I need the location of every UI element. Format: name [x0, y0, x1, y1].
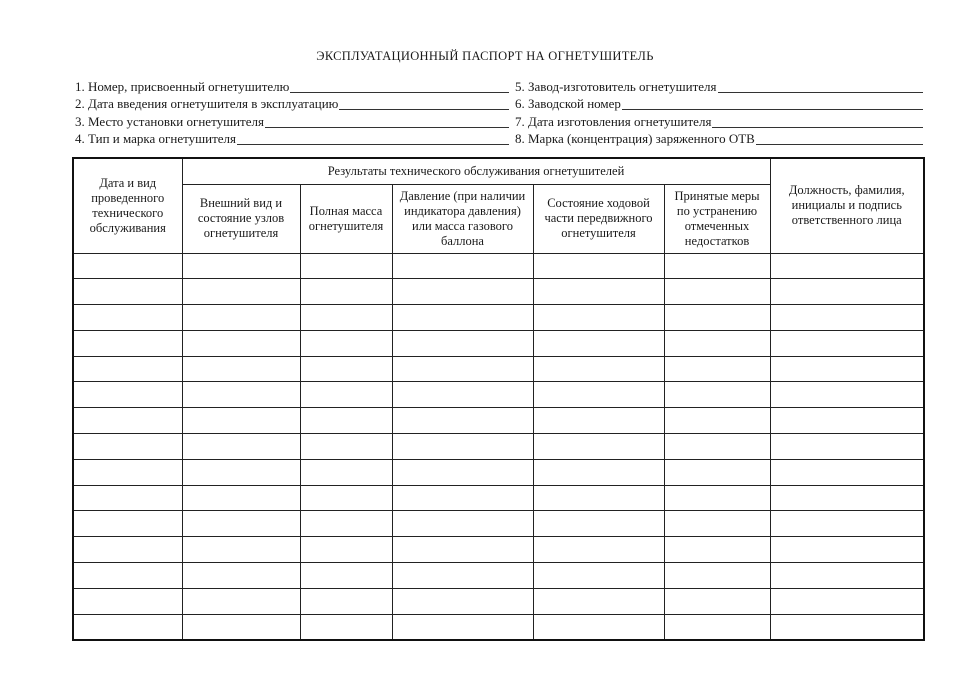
table-cell[interactable]	[73, 588, 182, 614]
table-cell[interactable]	[664, 588, 770, 614]
table-cell[interactable]	[73, 485, 182, 511]
table-cell[interactable]	[533, 382, 664, 408]
table-cell[interactable]	[664, 459, 770, 485]
table-cell[interactable]	[182, 305, 300, 331]
table-cell[interactable]	[182, 253, 300, 279]
fill-line[interactable]	[718, 92, 923, 93]
table-cell[interactable]	[392, 434, 533, 460]
table-row	[73, 614, 924, 640]
table-cell[interactable]	[73, 279, 182, 305]
table-cell[interactable]	[392, 537, 533, 563]
table-cell[interactable]	[392, 330, 533, 356]
table-cell[interactable]	[182, 563, 300, 589]
table-cell[interactable]	[770, 330, 924, 356]
table-cell[interactable]	[664, 382, 770, 408]
field-serial-number	[515, 96, 923, 112]
field-agent-grade	[515, 131, 923, 147]
field-label: 1. Номер, присвоенный огнетушителю	[75, 79, 290, 94]
table-cell[interactable]	[533, 330, 664, 356]
table-cell[interactable]	[533, 511, 664, 537]
table-cell[interactable]	[533, 537, 664, 563]
table-cell[interactable]	[392, 408, 533, 434]
field-label: 4. Тип и марка огнетушителя	[75, 131, 236, 146]
col-header-text: Полная масса огнетушителя	[308, 203, 384, 233]
field-type-model	[75, 131, 509, 147]
group-header-results: Результаты технического обслуживания огнетушителей	[182, 158, 770, 184]
col-header-measures	[664, 184, 770, 253]
table-cell[interactable]	[664, 485, 770, 511]
table-cell[interactable]	[770, 588, 924, 614]
table-cell[interactable]	[182, 485, 300, 511]
table-cell[interactable]	[770, 434, 924, 460]
fill-line[interactable]	[622, 109, 923, 110]
table-row	[73, 408, 924, 434]
table-cell[interactable]	[182, 537, 300, 563]
col-header-pressure	[392, 184, 533, 253]
table-cell[interactable]	[73, 330, 182, 356]
field-label: 6. Заводской номер	[515, 96, 621, 111]
table-row	[73, 511, 924, 537]
table-cell[interactable]	[182, 588, 300, 614]
table-cell[interactable]	[533, 588, 664, 614]
field-label: 5. Завод-изготовитель огнетушителя	[515, 79, 717, 94]
table-cell[interactable]	[73, 563, 182, 589]
table-cell[interactable]	[533, 279, 664, 305]
col-header-text: Состояние ходовой части передвижного огнетушителя	[544, 196, 653, 240]
col-header-person	[770, 158, 924, 253]
col-header-text: Дата и вид проведенного технического обслуживания	[89, 175, 166, 235]
col-header-text: Внешний вид и состояние узлов огнетушителя	[197, 196, 285, 240]
table-cell[interactable]	[182, 382, 300, 408]
table-cell[interactable]	[300, 459, 392, 485]
table-cell[interactable]	[300, 382, 392, 408]
table-cell[interactable]	[770, 511, 924, 537]
maintenance-table	[72, 157, 925, 641]
col-header-chassis	[533, 184, 664, 253]
col-header-date	[73, 158, 182, 253]
table-cell[interactable]	[664, 408, 770, 434]
table-row	[73, 459, 924, 485]
table-cell[interactable]	[73, 408, 182, 434]
table-cell[interactable]	[392, 511, 533, 537]
table-row	[73, 485, 924, 511]
field-install-location	[75, 114, 509, 130]
table-cell[interactable]	[300, 563, 392, 589]
table-cell[interactable]	[392, 305, 533, 331]
table-cell[interactable]	[182, 356, 300, 382]
field-manufacturer	[515, 79, 923, 95]
table-cell[interactable]	[300, 279, 392, 305]
fill-line[interactable]	[756, 144, 923, 145]
table-cell[interactable]	[664, 330, 770, 356]
table-cell[interactable]	[300, 588, 392, 614]
table-cell[interactable]	[73, 434, 182, 460]
table-cell[interactable]	[392, 356, 533, 382]
table-cell[interactable]	[664, 434, 770, 460]
table-cell[interactable]	[770, 459, 924, 485]
table-cell[interactable]	[300, 356, 392, 382]
table-cell[interactable]	[770, 537, 924, 563]
table-cell[interactable]	[770, 253, 924, 279]
table-cell[interactable]	[770, 485, 924, 511]
table-cell[interactable]	[73, 356, 182, 382]
col-header-appearance	[182, 184, 300, 253]
col-header-text: Давление (при наличии индикатора давления) или масса газового баллона	[399, 188, 526, 248]
table-row	[73, 537, 924, 563]
document-title: ЭКСПЛУАТАЦИОННЫЙ ПАСПОРТ НА ОГНЕТУШИТЕЛЬ	[316, 49, 654, 63]
table-row	[73, 279, 924, 305]
table-cell[interactable]	[664, 253, 770, 279]
table-cell[interactable]	[182, 614, 300, 640]
table-cell[interactable]	[73, 382, 182, 408]
table-cell[interactable]	[182, 459, 300, 485]
table-row	[73, 434, 924, 460]
field-label: 8. Марка (концентрация) заряженного ОТВ	[515, 131, 755, 146]
col-header-mass	[300, 184, 392, 253]
table-cell[interactable]	[664, 305, 770, 331]
table-cell[interactable]	[300, 305, 392, 331]
table-cell[interactable]	[664, 511, 770, 537]
table-cell[interactable]	[664, 614, 770, 640]
table-cell[interactable]	[182, 434, 300, 460]
table-cell[interactable]	[182, 279, 300, 305]
table-cell[interactable]	[73, 459, 182, 485]
table-cell[interactable]	[300, 330, 392, 356]
field-label: 7. Дата изготовления огнетушителя	[515, 114, 712, 129]
table-cell[interactable]	[300, 511, 392, 537]
table-cell[interactable]	[392, 279, 533, 305]
table-row	[73, 563, 924, 589]
table-cell[interactable]	[533, 563, 664, 589]
table-cell[interactable]	[533, 356, 664, 382]
table-cell[interactable]	[664, 356, 770, 382]
table-cell[interactable]	[300, 253, 392, 279]
table-row	[73, 253, 924, 279]
table-cell[interactable]	[770, 408, 924, 434]
table-cell[interactable]	[73, 537, 182, 563]
table-cell[interactable]	[533, 434, 664, 460]
col-header-text: Должность, фамилия, инициалы и подпись ответственного лица	[788, 183, 905, 228]
table-cell[interactable]	[770, 356, 924, 382]
fill-line[interactable]	[712, 127, 923, 128]
table-cell[interactable]	[533, 485, 664, 511]
table-cell[interactable]	[300, 537, 392, 563]
table-cell[interactable]	[664, 563, 770, 589]
fill-line[interactable]	[237, 144, 509, 145]
table-cell[interactable]	[392, 485, 533, 511]
table-cell[interactable]	[533, 408, 664, 434]
table-row	[73, 305, 924, 331]
field-label: 2. Дата введения огнетушителя в эксплуатацию	[75, 96, 339, 111]
fill-line[interactable]	[339, 109, 509, 110]
field-commissioning-date	[75, 96, 509, 112]
table-cell[interactable]	[392, 253, 533, 279]
field-extinguisher-number	[75, 79, 509, 95]
col-header-text: Принятые меры по устранению отмеченных недостатков	[674, 188, 760, 248]
table-body	[73, 253, 924, 640]
table-cell[interactable]	[182, 330, 300, 356]
table-cell[interactable]	[533, 253, 664, 279]
table-cell[interactable]	[73, 253, 182, 279]
table-cell[interactable]	[770, 382, 924, 408]
table-cell[interactable]	[73, 305, 182, 331]
table-cell[interactable]	[73, 511, 182, 537]
table-cell[interactable]	[770, 563, 924, 589]
table-cell[interactable]	[300, 434, 392, 460]
field-label: 3. Место установки огнетушителя	[75, 114, 264, 129]
table-cell[interactable]	[770, 305, 924, 331]
table-cell[interactable]	[770, 279, 924, 305]
table-cell[interactable]	[392, 382, 533, 408]
table-row	[73, 330, 924, 356]
table-cell[interactable]	[664, 537, 770, 563]
table-cell[interactable]	[664, 279, 770, 305]
fill-line[interactable]	[265, 127, 509, 128]
table-cell[interactable]	[392, 588, 533, 614]
table-row	[73, 588, 924, 614]
table-cell[interactable]	[300, 614, 392, 640]
field-manufacture-date	[515, 114, 923, 130]
table-cell[interactable]	[392, 563, 533, 589]
fill-line[interactable]	[290, 92, 509, 93]
table-cell[interactable]	[182, 511, 300, 537]
table-cell[interactable]	[533, 459, 664, 485]
table-cell[interactable]	[392, 459, 533, 485]
table-cell[interactable]	[533, 305, 664, 331]
table-row	[73, 382, 924, 408]
table-cell[interactable]	[300, 408, 392, 434]
table-row	[73, 356, 924, 382]
table-cell[interactable]	[770, 614, 924, 640]
table-cell[interactable]	[392, 614, 533, 640]
table-cell[interactable]	[73, 614, 182, 640]
table-cell[interactable]	[533, 614, 664, 640]
table-cell[interactable]	[300, 485, 392, 511]
table-cell[interactable]	[182, 408, 300, 434]
